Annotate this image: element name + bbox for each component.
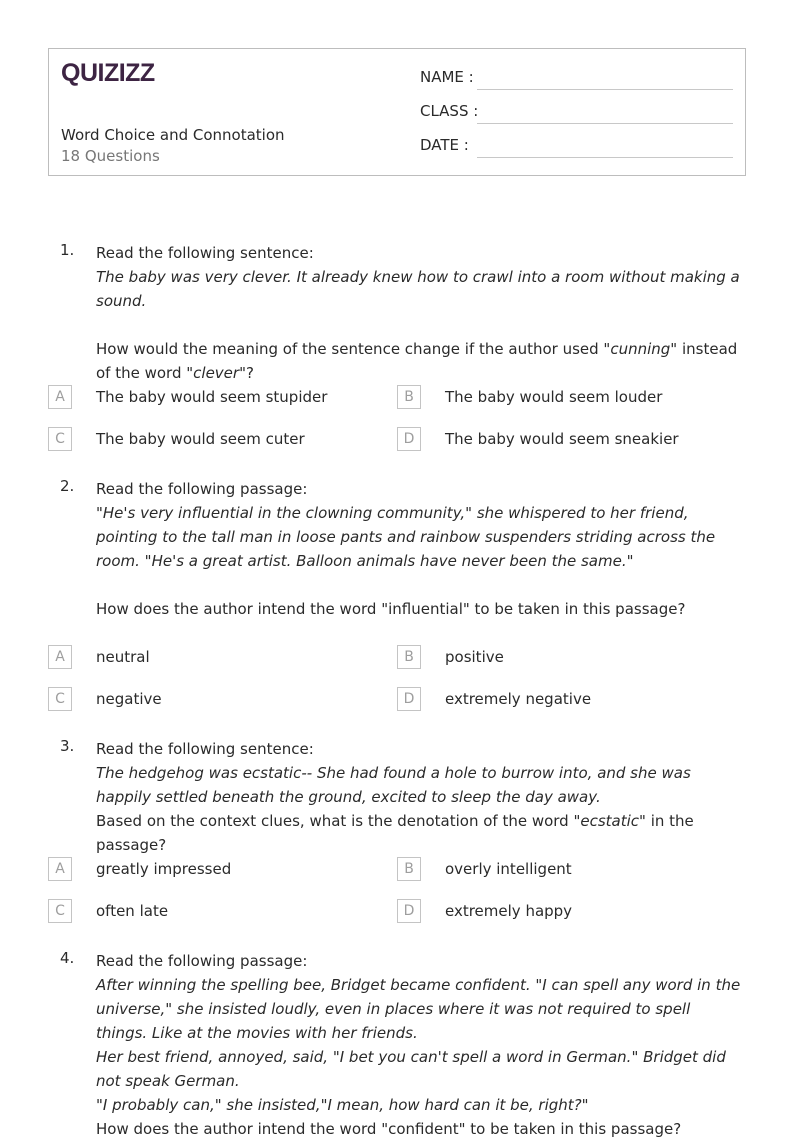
- question-excerpt: Her best friend, annoyed, said, "I bet you can't spell a word in German." Bridget did not speak German.: [96, 1048, 726, 1090]
- option-text: positive: [445, 648, 504, 666]
- class-label: CLASS :: [420, 102, 479, 120]
- question-ask: How does the author intend the word "confident" to be taken in this passage?: [96, 1120, 682, 1138]
- question-number: 2.: [60, 477, 75, 495]
- option-text: The baby would seem cuter: [96, 430, 305, 448]
- option-letter: C: [48, 687, 72, 711]
- question-number: 1.: [60, 241, 75, 259]
- name-line[interactable]: [477, 89, 733, 90]
- option-text: The baby would seem stupider: [96, 388, 328, 406]
- option-letter: B: [397, 385, 421, 409]
- option-letter: D: [397, 687, 421, 711]
- question-excerpt: "He's very influential in the clowning community," she whispered to her friend, pointing to the tall man in loose pants and rainbow suspenders striding across the room. "He's a great artist. Balloon animals have never been the same.": [96, 504, 716, 570]
- worksheet-title: Word Choice and Connotation: [61, 126, 285, 144]
- question-excerpt: The hedgehog was ecstatic-- She had found a hole to burrow into, and she was happily settled beneath the ground, excited to sleep the day away.: [96, 764, 691, 806]
- option-text: greatly impressed: [96, 860, 232, 878]
- option-text: often late: [96, 902, 169, 920]
- option-text: negative: [96, 690, 162, 708]
- option-letter: B: [397, 645, 421, 669]
- option-text: overly intelligent: [445, 860, 572, 878]
- question-count: 18 Questions: [61, 147, 160, 165]
- option-letter: B: [397, 857, 421, 881]
- question-prompt: Read the following sentence:: [96, 740, 314, 758]
- worksheet-header: [48, 48, 746, 176]
- option-letter: A: [48, 385, 72, 409]
- option-letter: D: [397, 899, 421, 923]
- question-prompt: Read the following sentence:: [96, 244, 314, 262]
- option-text: neutral: [96, 648, 150, 666]
- class-line[interactable]: [477, 123, 733, 124]
- option-letter: C: [48, 899, 72, 923]
- question-ask: How does the author intend the word "influential" to be taken in this passage?: [96, 600, 686, 618]
- option-text: extremely happy: [445, 902, 573, 920]
- option-text: The baby would seem louder: [445, 388, 663, 406]
- option-letter: C: [48, 427, 72, 451]
- name-label: NAME :: [420, 68, 474, 86]
- question-excerpt: The baby was very clever. It already knew how to crawl into a room without making a sound.: [96, 268, 740, 310]
- question-text: [96, 949, 746, 1141]
- option-text: The baby would seem sneakier: [445, 430, 679, 448]
- question-number: 3.: [60, 737, 75, 755]
- question-text: [96, 477, 746, 621]
- question-text: [96, 737, 746, 857]
- question-prompt: Read the following passage:: [96, 480, 308, 498]
- date-label: DATE :: [420, 136, 469, 154]
- question-number: 4.: [60, 949, 75, 967]
- option-letter: A: [48, 857, 72, 881]
- option-letter: A: [48, 645, 72, 669]
- date-line[interactable]: [477, 157, 733, 158]
- question-prompt: Read the following passage:: [96, 952, 308, 970]
- quizizz-logo: QUIZIZZ: [61, 59, 155, 87]
- option-text: extremely negative: [445, 690, 592, 708]
- question-excerpt: "I probably can," she insisted,"I mean, how hard can it be, right?": [96, 1096, 589, 1114]
- question-ask: Based on the context clues, what is the denotation of the word "ecstatic" in the passage?: [96, 812, 694, 854]
- question-excerpt: After winning the spelling bee, Bridget became confident. "I can spell any word in the universe," she insisted loudly, even in places where it was not required to spell things. Like at the movies with her friends.: [96, 976, 741, 1042]
- option-letter: D: [397, 427, 421, 451]
- question-ask: How would the meaning of the sentence change if the author used "cunning" instead of the word "clever"?: [96, 340, 738, 382]
- question-text: [96, 241, 746, 385]
